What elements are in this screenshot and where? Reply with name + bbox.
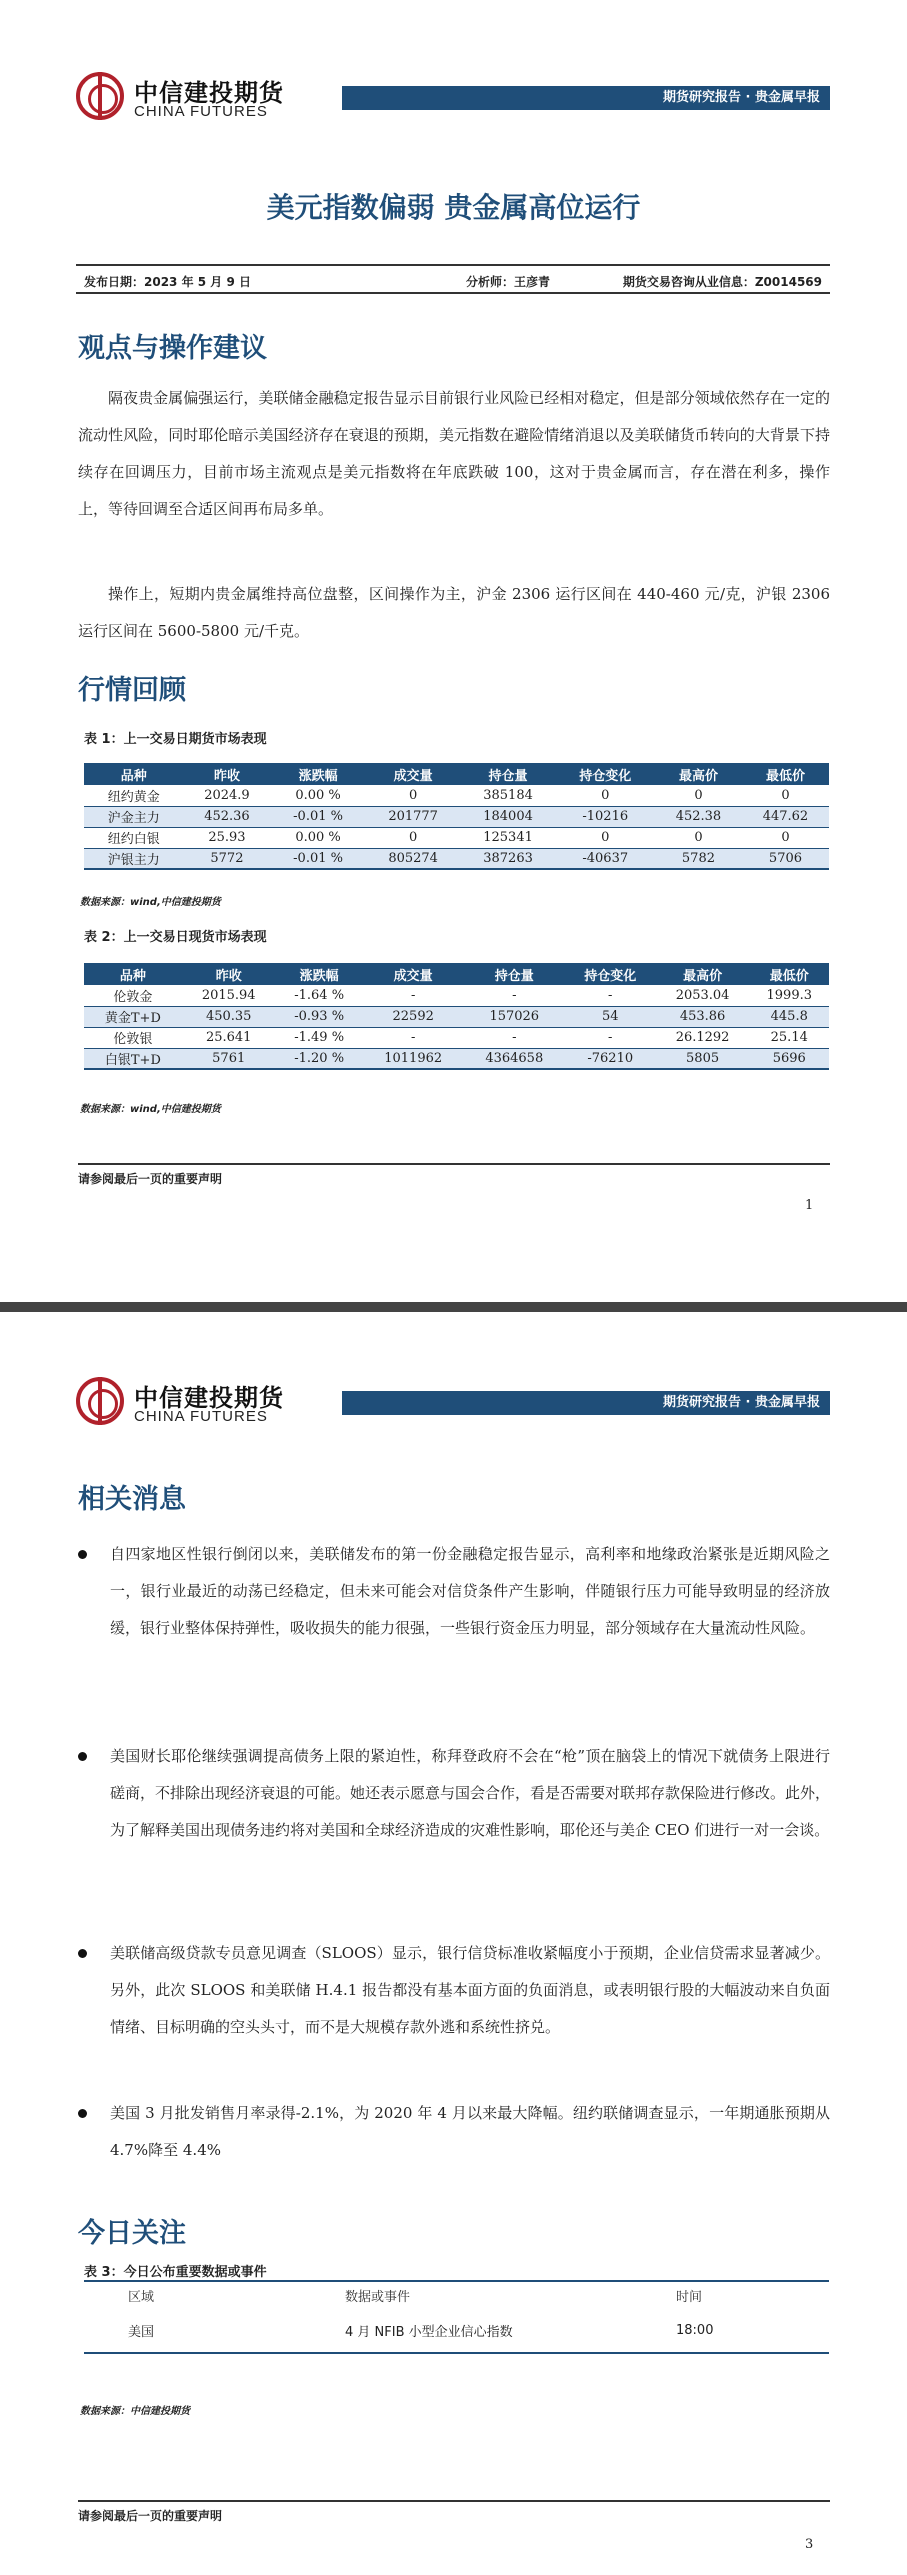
section-title-news: 相关消息 [78, 1484, 186, 1515]
disclaimer: 请参阅最后一页的重要声明 [78, 1163, 830, 1187]
table-cell: -1.49 % [276, 1027, 363, 1048]
document-title: 美元指数偏弱 贵金属高位运行 [266, 191, 641, 224]
table3-caption: 表 3：今日公布重要数据或事件 [84, 2265, 267, 2280]
page-separator [0, 1290, 907, 1325]
commodity-name: 沪银主力 [84, 848, 183, 869]
table-cell: 184004 [461, 806, 556, 827]
news-item [78, 1738, 830, 1849]
table-cell: 385184 [461, 785, 556, 806]
table-row [84, 827, 829, 848]
table-cell: -0.93 % [276, 1006, 363, 1027]
report-type-bar: 期货研究报告 · 贵金属早报 [342, 1391, 830, 1415]
table-cell: 26.1292 [656, 1027, 750, 1048]
table-row [84, 848, 829, 869]
table-cell: 447.62 [742, 806, 829, 827]
commodity-name: 白银T+D [84, 1048, 182, 1069]
section-title-today-focus: 今日关注 [78, 2218, 186, 2249]
table-cell: -40637 [556, 848, 655, 869]
col-header: 数据或事件 [269, 2281, 654, 2309]
table-cell: - [565, 985, 656, 1006]
page-number: 3 [805, 2537, 814, 2552]
table-cell: 25.93 [183, 827, 270, 848]
table2-source: 数据来源：wind,中信建投期货 [80, 1104, 221, 1115]
table-row [84, 1027, 829, 1048]
citic-logo-icon [76, 72, 124, 120]
views-paragraph-1: 隔夜贵金属偏强运行，美联储金融稳定报告显示目前银行业风险已经相对稳定，但是部分领域依然存在一定的流动性风险，同时耶伦暗示美国经济存在衰退的预期，美元指数在避险情绪消退以及美联储货币转向的大背景下持续存在回调压力，目前市场主流观点是美元指数将在年底跌破 100，这对于贵金属而言，存在潜在利多，操作上，等待回调至合适区间再布局多单。 [78, 389, 830, 518]
publish-date: 发布日期：2023 年 5 月 9 日 [84, 275, 251, 289]
table-cell: 4364658 [464, 1048, 565, 1069]
table-cell: 1999.3 [750, 985, 829, 1006]
section-title-views: 观点与操作建议 [78, 333, 267, 364]
table2-caption: 表 2：上一交易日现货市场表现 [84, 930, 267, 945]
table-header-row [84, 763, 829, 785]
analyst: 分析师：王彦青 [466, 275, 551, 289]
commodity-name: 沪金主力 [84, 806, 183, 827]
col-header: 成交量 [363, 963, 464, 985]
table-cell: 452.36 [183, 806, 270, 827]
table-row [84, 1048, 829, 1069]
table-cell: 0 [742, 827, 829, 848]
col-header: 区域 [84, 2281, 269, 2309]
news-text: 自四家地区性银行倒闭以来，美联储发布的第一份金融稳定报告显示，高利率和地缘政治紧张是近期风险之一，银行业最近的动荡已经稳定，但未来可能会对信贷条件产生影响，伴随银行压力可能导致明显的经济放缓，银行业整体保持弹性，吸收损失的能力很强，一些银行资金压力明显，部分领域存在大量流动性风险。 [110, 1545, 830, 1637]
col-header: 持仓量 [464, 963, 565, 985]
table-cell: 5696 [750, 1048, 829, 1069]
table-cell: 125341 [461, 827, 556, 848]
table-cell: -10216 [556, 806, 655, 827]
col-header: 最低价 [742, 763, 829, 785]
table-cell: 5772 [183, 848, 270, 869]
col-header: 最低价 [750, 963, 829, 985]
table-cell: 5805 [656, 1048, 750, 1069]
commodity-name: 黄金T+D [84, 1006, 182, 1027]
col-header: 成交量 [366, 763, 461, 785]
page-3 [0, 1325, 907, 2575]
col-header: 涨跌幅 [276, 963, 363, 985]
table-row [84, 806, 829, 827]
page-number: 1 [805, 1198, 814, 1213]
col-header: 持仓变化 [556, 763, 655, 785]
table-cell: - [363, 1027, 464, 1048]
table-row [84, 985, 829, 1006]
company-logo [76, 72, 326, 124]
news-text: 美联储高级贷款专员意见调查（SLOOS）显示，银行信贷标准收紧幅度小于预期，企业信贷需求显著减少。另外，此次 SLOOS 和美联储 H.4.1 报告都没有基本面方面的负面消息，或表明银行股的大幅波动来自负面情绪、目标明确的空头头寸，而不是大规模存款外逃和系统性挤兑。 [110, 1944, 830, 2036]
table-row [84, 1006, 829, 1027]
table1-source: 数据来源：wind,中信建投期货 [80, 897, 221, 908]
news-item [78, 2095, 830, 2169]
table1-caption: 表 1：上一交易日期货市场表现 [84, 732, 267, 747]
table-cell: - [363, 985, 464, 1006]
table-cell: 5782 [655, 848, 742, 869]
logo-en-text: CHINA FUTURES [134, 103, 268, 120]
table-cell: - [464, 1027, 565, 1048]
section-title-market-review: 行情回顾 [78, 675, 186, 706]
table-cell: 2015.94 [182, 985, 276, 1006]
col-header: 最高价 [655, 763, 742, 785]
commodity-name: 纽约白银 [84, 827, 183, 848]
col-header: 昨收 [182, 963, 276, 985]
bullet-icon [78, 1949, 87, 1958]
col-header: 时间 [654, 2281, 829, 2309]
company-logo [76, 1377, 326, 1429]
bullet-icon [78, 1752, 87, 1761]
table-cell: 0 [366, 827, 461, 848]
table-cell: - [565, 1027, 656, 1048]
futures-market-table [84, 763, 829, 870]
col-header: 涨跌幅 [270, 763, 365, 785]
table-cell: 0 [366, 785, 461, 806]
table-cell: 5761 [182, 1048, 276, 1069]
event-name: 4 月 NFIB 小型企业信心指数 [269, 2309, 654, 2353]
news-item [78, 1935, 830, 2046]
table-cell: 54 [565, 1006, 656, 1027]
col-header: 品种 [84, 763, 183, 785]
commodity-name: 伦敦银 [84, 1027, 182, 1048]
table-cell: 0 [655, 785, 742, 806]
table-row [84, 785, 829, 806]
info-line [76, 264, 830, 294]
bullet-icon [78, 1550, 87, 1559]
col-header: 持仓量 [461, 763, 556, 785]
logo-cn-text: 中信建投期货 [134, 1384, 284, 1412]
table-row [84, 2309, 829, 2353]
views-paragraph-2: 操作上，短期内贵金属维持高位盘整，区间操作为主，沪金 2306 运行区间在 440-460 元/克，沪银 2306 运行区间在 5600-5800 元/千克。 [78, 585, 830, 640]
table-cell: 445.8 [750, 1006, 829, 1027]
table-cell: 2053.04 [656, 985, 750, 1006]
table-cell: 0.00 % [270, 827, 365, 848]
table-cell: 22592 [363, 1006, 464, 1027]
commodity-name: 纽约黄金 [84, 785, 183, 806]
table-cell: 0 [742, 785, 829, 806]
table-cell: 805274 [366, 848, 461, 869]
table-cell: 0 [556, 827, 655, 848]
spot-market-table [84, 963, 829, 1070]
table3-source: 数据来源：中信建投期货 [80, 2406, 190, 2417]
table-cell: -0.01 % [270, 806, 365, 827]
col-header: 持仓变化 [565, 963, 656, 985]
news-item [78, 1536, 830, 1647]
col-header: 品种 [84, 963, 182, 985]
table-cell: 25.14 [750, 1027, 829, 1048]
table-cell: 201777 [366, 806, 461, 827]
logo-cn-text: 中信建投期货 [134, 79, 284, 107]
table-cell: 452.38 [655, 806, 742, 827]
today-events-table [84, 2280, 829, 2354]
event-region: 美国 [84, 2309, 269, 2353]
table-cell: -0.01 % [270, 848, 365, 869]
table-header-row [84, 963, 829, 985]
report-type-bar: 期货研究报告 · 贵金属早报 [342, 86, 830, 110]
table-cell: 25.641 [182, 1027, 276, 1048]
license-info: 期货交易咨询从业信息：Z0014569 [622, 275, 822, 289]
table-cell: 450.35 [182, 1006, 276, 1027]
table-cell: 2024.9 [183, 785, 270, 806]
bullet-icon [78, 2109, 87, 2118]
table-cell: 387263 [461, 848, 556, 869]
table-cell: 5706 [742, 848, 829, 869]
news-text: 美国 3 月批发销售月率录得-2.1%，为 2020 年 4 月以来最大降幅。纽约联储调查显示，一年期通胀预期从 4.7%降至 4.4% [110, 2104, 830, 2159]
logo-en-text: CHINA FUTURES [134, 1408, 268, 1425]
table-cell: 0.00 % [270, 785, 365, 806]
news-text: 美国财长耶伦继续强调提高债务上限的紧迫性，称拜登政府不会在“枪”顶在脑袋上的情况下就债务上限进行磋商，不排除出现经济衰退的可能。她还表示愿意与国会合作，看是否需要对联邦存款保险进行修改。此外，为了解释美国出现债务违约将对美国和全球经济造成的灾难性影响，耶伦还与美企 CEO 们进行一对一会谈。 [110, 1747, 831, 1839]
disclaimer: 请参阅最后一页的重要声明 [78, 2500, 830, 2524]
citic-logo-icon [76, 1377, 124, 1425]
table-header-row [84, 2281, 829, 2309]
event-time: 18:00 [654, 2309, 829, 2353]
table-cell: -76210 [565, 1048, 656, 1069]
commodity-name: 伦敦金 [84, 985, 182, 1006]
table-cell: 453.86 [656, 1006, 750, 1027]
table-cell: -1.64 % [276, 985, 363, 1006]
table-cell: 1011962 [363, 1048, 464, 1069]
table-cell: 0 [556, 785, 655, 806]
col-header: 最高价 [656, 963, 750, 985]
table-cell: - [464, 985, 565, 1006]
table-cell: 157026 [464, 1006, 565, 1027]
col-header: 昨收 [183, 763, 270, 785]
table-cell: 0 [655, 827, 742, 848]
table-cell: -1.20 % [276, 1048, 363, 1069]
